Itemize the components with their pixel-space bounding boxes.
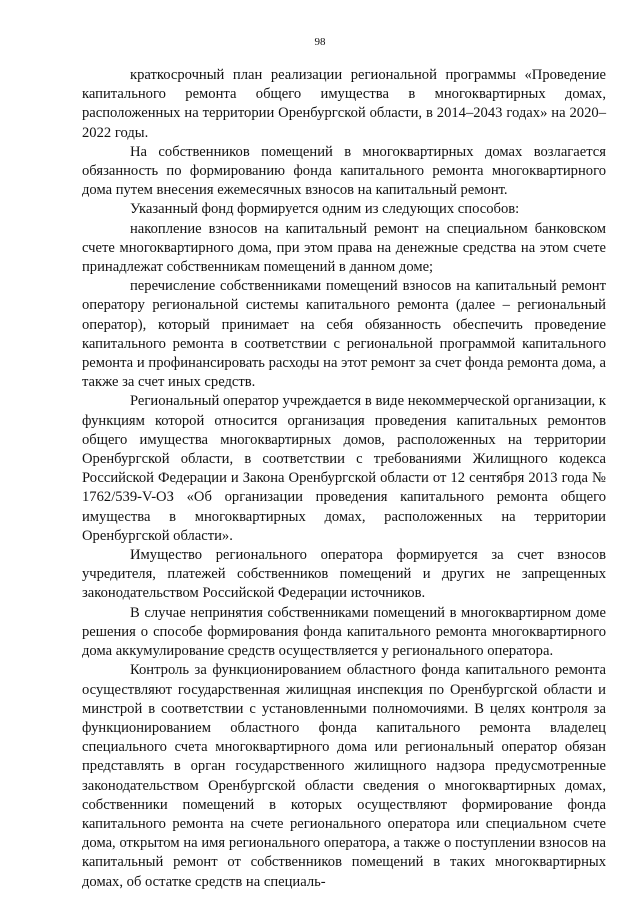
paragraph-8: В случае непринятия собственниками помещений в многоквартирном доме решения о способе формирования фонда капитального ремонта многоквартирного дома аккумулирование средств осуществляется у регионального оператора. bbox=[82, 604, 606, 660]
paragraph-6: Региональный оператор учреждается в виде некоммерческой организации, к функциям которой относится организация проведения капитальных ремонтов общего имущества многоквартирных домов, расположенных на территории Оренбургской области, в соответствии с требованиями Жилищного кодекса Российской Федерации и Закона Оренбургской области от 12 сентября 2013 года № 1762/539-V-ОЗ «Об организации проведения капитального ремонта общего имущества в многоквартирных домах, расположенных на территории Оренбургской области». bbox=[82, 393, 606, 544]
document-body bbox=[82, 66, 606, 892]
paragraph-2: На собственников помещений в многоквартирных домах возлагается обязанность по формированию фонда капитального ремонта многоквартирного дома путем внесения ежемесячных взносов на капитальный ремонт. bbox=[82, 143, 606, 199]
page-number: 98 bbox=[314, 36, 326, 48]
paragraph-3: Указанный фонд формируется одним из следующих способов: bbox=[130, 201, 520, 218]
paragraph-1: краткосрочный план реализации региональной программы «Проведение капитального ремонта общего имущества в многоквартирных домах, расположенных на территории Оренбургской области, в 2014–2043 годах» на 2020–2022 годы. bbox=[82, 67, 606, 141]
paragraph-5: перечисление собственниками помещений взносов на капитальный ремонт оператору региональной системы капитального ремонта (далее – региональный оператор), который принимает на себя обязанность обеспечить проведение капитального ремонта в соответствии с региональной программой капитального ремонта и профинансировать расходы на этот ремонт за счет фонда ремонта дома, а также за счет иных средств. bbox=[82, 278, 606, 391]
paragraph-4: накопление взносов на капитальный ремонт на специальном банковском счете многоквартирного дома, при этом права на денежные средства на этом счете принадлежат собственникам помещений в данном доме; bbox=[82, 220, 606, 276]
paragraph-9: Контроль за функционированием областного фонда капитального ремонта осуществляют государственная жилищная инспекция по Оренбургской области и минстрой в соответствии с установленными полномочиями. В целях контроля за функционированием областного фонда капитального ремонта владелец специального счета многоквартирного дома или региональный оператор обязан представлять в орган государственного жилищного надзора предусмотренные законодательством Оренбургской области сведения о многоквартирных домах, собственники помещений в которых осуществляют формирование фонда капитального ремонта на счете регионального оператора или специальном счете дома, открытом на имя регионального оператора, а также о поступлении взносов на капитальный ремонт от собственников помещений в таких многоквартирных домах, об остатке средств на специаль- bbox=[82, 662, 606, 890]
paragraph-7: Имущество регионального оператора формируется за счет взносов учредителя, платежей собственников помещений и других не запрещенных законодательством Российской Федерации источников. bbox=[82, 547, 606, 602]
